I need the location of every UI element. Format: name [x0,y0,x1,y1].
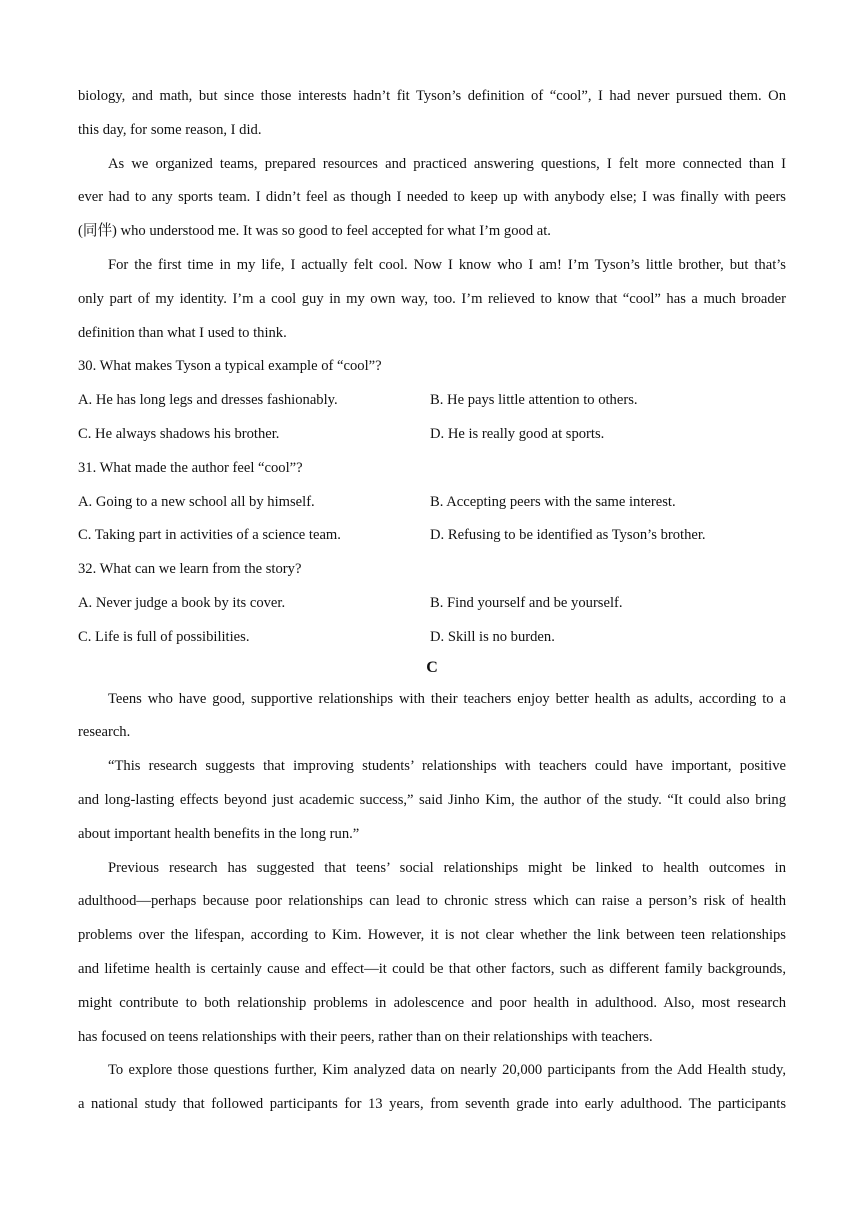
text-line: (同伴) who understood me. It was so good to feel accepted for what I’m good at. [78,223,551,240]
text-line: has focused on teens relationships with their peers, rather than on their relationships with teachers. [78,1028,653,1045]
options-row [78,621,786,655]
option-32-d: D. Skill is no burden. [430,628,555,645]
text-line: Teens who have good, supportive relationships with their teachers enjoy better health as adults, according to a [108,690,786,707]
section-heading: C [426,658,438,676]
text-line: and long-lasting effects beyond just academic success,” said Jinho Kim, the author of the study. “It could also bring [78,791,786,808]
question-stem-31: 31. What made the author feel “cool”? [78,459,303,476]
option-32-b: B. Find yourself and be yourself. [430,594,623,611]
option-31-b: B. Accepting peers with the same interest. [430,493,676,510]
text-line: problems over the lifespan, according to Kim. However, it is not clear whether the link between teen relationships [78,927,786,944]
option-30-a: A. He has long legs and dresses fashionably. [78,392,338,409]
options-row [78,587,786,621]
text-line: might contribute to both relationship problems in adolescence and poor health in adulthood. Also, most research [78,994,786,1011]
text-line: a national study that followed participants for 13 years, from seventh grade into early adulthood. The participants [78,1096,786,1113]
text-line: Previous research has suggested that teens’ social relationships might be linked to health outcomes in [108,859,786,876]
options-row [78,384,786,418]
text-line: research. [78,724,131,741]
question-stem-30: 30. What makes Tyson a typical example of “cool”? [78,358,382,375]
option-31-d: D. Refusing to be identified as Tyson’s brother. [430,527,706,544]
text-line: this day, for some reason, I did. [78,121,262,138]
text-line: As we organized teams, prepared resources and practiced answering questions, I felt more connected than I [108,155,786,172]
options-row [78,418,786,452]
option-30-d: D. He is really good at sports. [430,425,605,442]
text-line: definition than what I used to think. [78,324,287,341]
options-row [78,486,786,520]
document-page [78,80,786,1122]
text-line: about important health benefits in the long run.” [78,825,360,842]
text-line: biology, and math, but since those interests hadn’t fit Tyson’s definition of “cool”, I had never pursued them. On [78,88,786,104]
text-line: ever had to any sports team. I didn’t feel as though I needed to keep up with anybody else; I was finally with peers [78,189,786,206]
option-31-c: C. Taking part in activities of a science team. [78,527,341,544]
option-32-a: A. Never judge a book by its cover. [78,594,286,611]
text-line: adulthood—perhaps because poor relationships can lead to chronic stress which can raise a person’s risk of health [78,893,786,910]
option-30-c: C. He always shadows his brother. [78,425,280,442]
option-31-a: A. Going to a new school all by himself. [78,493,315,510]
text-line: and lifetime health is certainly cause and effect—it could be that other factors, such as different family backgrounds, [78,960,786,977]
option-32-c: C. Life is full of possibilities. [78,628,250,645]
text-line: “This research suggests that improving students’ relationships with teachers could have important, positive [108,758,786,775]
option-30-b: B. He pays little attention to others. [430,392,638,409]
text-line: To explore those questions further, Kim analyzed data on nearly 20,000 participants from the Add Health study, [108,1062,786,1079]
question-stem-32: 32. What can we learn from the story? [78,561,302,578]
text-line: For the first time in my life, I actually felt cool. Now I know who I am! I’m Tyson’s little brother, but that’s [108,256,786,273]
text-line: only part of my identity. I’m a cool guy in my own way, too. I’m relieved to know that “cool” has a much broader [78,290,786,307]
options-row [78,519,786,553]
